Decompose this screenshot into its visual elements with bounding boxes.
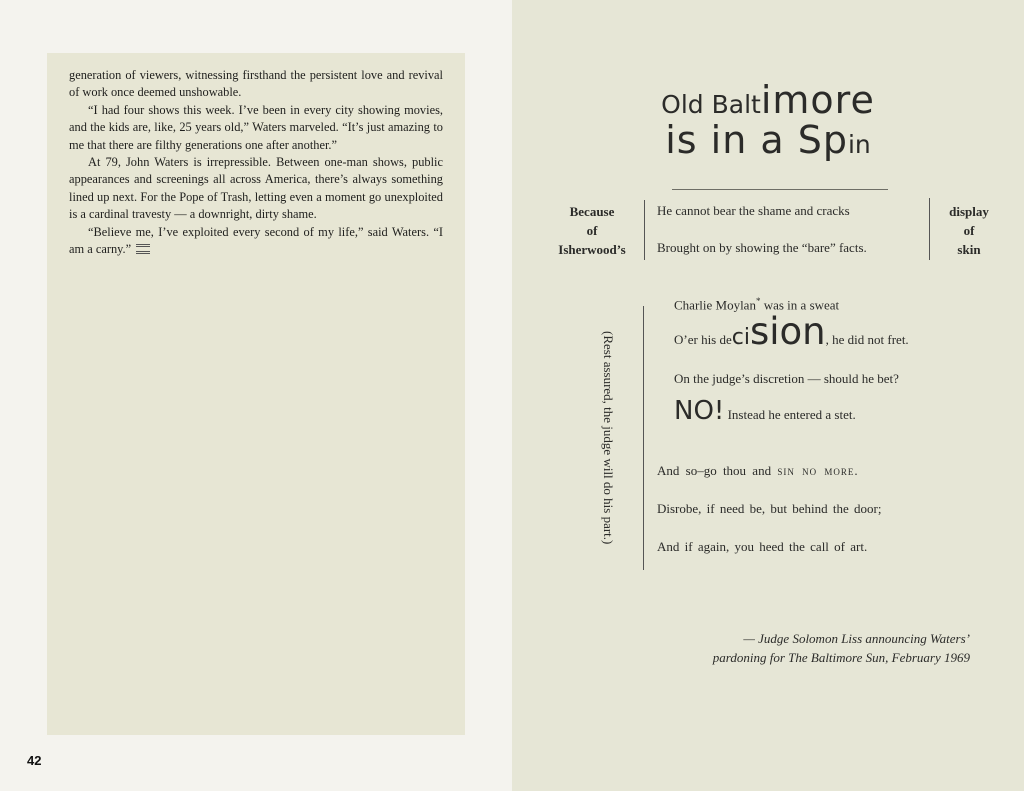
couplet-line-1: He cannot bear the shame and cracks — [657, 203, 850, 218]
verse-line-1: Charlie Moylan* was in a sweat — [674, 296, 840, 313]
title-part-d: in — [847, 130, 871, 159]
verse-line-7: And if again, you heed the call of art. — [657, 539, 868, 554]
paragraph-2: “I had four shows this week. I’ve been in every city showing movies, and the kids are, like, 25 years old,” Waters marveled. “It’s just amazing to me that there are filthy generations one after another.” — [69, 102, 443, 152]
verse-line-6: Disrobe, if need be, but behind the door; — [657, 501, 882, 516]
verse-line-5: And so–go thou and sin no more. — [657, 463, 859, 478]
side-right-word-1: display — [949, 204, 989, 219]
side-label-right — [936, 202, 1002, 259]
paragraph-3: At 79, John Waters is irrepressible. Between one-man shows, public appearances and screenings all across America, there’s always something lined up next. For the Pope of Trash, letting even a moment go unexploited is a cardinal travesty — a downright, dirty shame. — [69, 155, 443, 222]
divider-left — [644, 200, 645, 260]
side-right-word-3: skin — [957, 242, 981, 257]
title-part-a: Old Balt — [661, 90, 761, 119]
side-left-word-2: of — [586, 223, 598, 238]
paragraph-1: generation of viewers, witnessing firsthand the persistent love and revival of work once deemed unshowable. — [69, 68, 443, 100]
end-of-article-icon — [136, 244, 150, 254]
divider-right — [929, 198, 930, 260]
page-number: 42 — [27, 753, 42, 768]
verse-line-4: NO! Instead he entered a stet. — [674, 396, 856, 426]
side-left-word-3: Isherwood’s — [558, 242, 626, 257]
side-left-word-1: Because — [569, 204, 615, 219]
title-part-c: is in a Sp — [665, 118, 848, 162]
right-page — [512, 0, 1024, 791]
poem-title-line-2 — [512, 118, 1024, 162]
verse-divider — [643, 306, 644, 570]
paragraph-4 — [69, 224, 443, 259]
verse-line-2: O’er his decision, he did not fret. — [674, 310, 909, 353]
poem-title-line-1 — [512, 78, 1024, 122]
side-right-word-2: of — [963, 223, 975, 238]
attribution-line-1: — Judge Solomon Liss announcing Waters’ — [743, 631, 970, 646]
couplet-line-2: Brought on by showing the “bare” facts. — [657, 240, 867, 255]
verse-line-3: On the judge’s discretion — should he bet? — [674, 371, 899, 386]
side-label-left — [542, 202, 642, 259]
title-divider — [672, 189, 888, 190]
paragraph-4-text: “Believe me, I’ve exploited every second of my life,” said Waters. “I am a carny.” — [69, 224, 443, 257]
vertical-note: (Rest assured, the judge will do his part.) — [601, 331, 616, 545]
title-part-b: imore — [760, 78, 875, 122]
article-body — [69, 67, 443, 258]
attribution-line-2: pardoning for The Baltimore Sun, February 1969 — [712, 650, 970, 665]
attribution — [713, 629, 970, 667]
